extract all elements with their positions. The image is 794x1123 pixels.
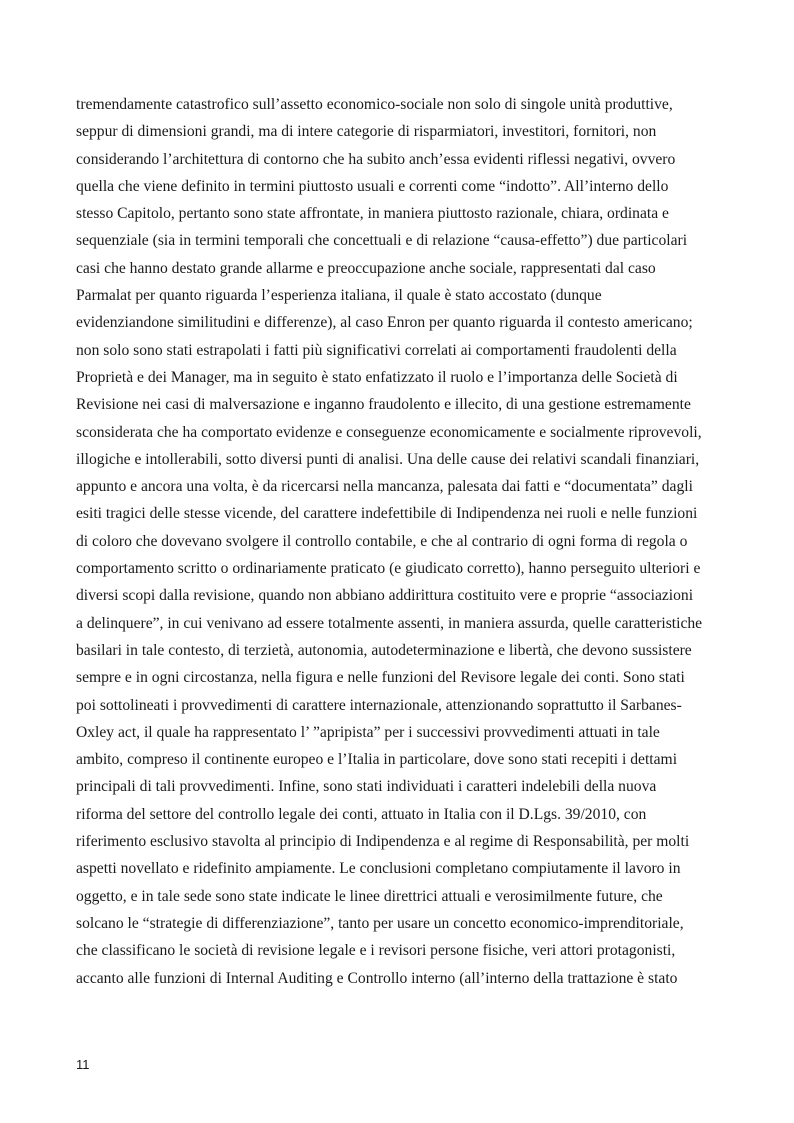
text-line: Proprietà e dei Manager, ma in seguito è stato enfatizzato il ruolo e l’importanza delle Società di: [76, 368, 678, 386]
text-line: di coloro che dovevano svolgere il controllo contabile, e che al contrario di ogni forma di regola o: [76, 532, 688, 550]
text-line: oggetto, e in tale sede sono state indicate le linee direttrici attuali e verosimilmente future, che: [76, 887, 663, 905]
body-paragraph: [76, 91, 719, 992]
page-number: 11: [76, 1057, 90, 1072]
text-line: diversi scopi dalla revisione, quando non abbiano addirittura costituito vere e proprie “associazioni: [76, 587, 694, 605]
text-line: che classificano le società di revisione legale e i revisori persone fisiche, veri attori protagonisti,: [76, 942, 676, 960]
text-line: stesso Capitolo, pertanto sono state affrontate, in maniera piuttosto razionale, chiara, ordinata e: [76, 205, 669, 223]
text-line: non solo sono stati estrapolati i fatti più significativi correlati ai comportamenti fraudolenti della: [76, 341, 677, 359]
text-line: appunto e ancora una volta, è da ricercarsi nella mancanza, palesata dai fatti e “documentata” dagli: [76, 478, 693, 496]
text-line: comportamento scritto o ordinariamente praticato (e giudicato corretto), hanno perseguito ulteriori e: [76, 560, 701, 578]
text-line: accanto alle funzioni di Internal Auditing e Controllo interno (all’interno della trattazione è stato: [76, 969, 678, 987]
text-line: sempre e in ogni circostanza, nella figura e nelle funzioni del Revisore legale dei conti. Sono stati: [76, 669, 685, 687]
text-line: basilari in tale contesto, di terzietà, autonomia, autodeterminazione e libertà, che devono sussistere: [76, 641, 692, 659]
text-line: Oxley act, il quale ha rappresentato l’ ”apripista” per i successivi provvedimenti attuati in tale: [76, 723, 660, 741]
text-line: sconsiderata che ha comportato evidenze e conseguenze economicamente e socialmente riprovevoli,: [76, 423, 702, 441]
text-line: aspetti novellato e ridefinito ampiamente. Le conclusioni completano compiutamente il lavoro in: [76, 860, 681, 878]
text-line: ambito, compreso il continente europeo e l’Italia in particolare, dove sono stati recepiti i dettami: [76, 751, 678, 769]
text-line: solcano le “strategie di differenziazione”, tanto per usare un concetto economico-imprenditoriale,: [76, 914, 684, 932]
text-line: Parmalat per quanto riguarda l’esperienza italiana, il quale è stato accostato (dunque: [76, 287, 602, 305]
text-line: casi che hanno destato grande allarme e preoccupazione anche sociale, rappresentati dal caso: [76, 259, 656, 277]
text-line: tremendamente catastrofico sull’assetto economico-sociale non solo di singole unità produttive,: [76, 96, 673, 113]
text-line: riferimento esclusivo stavolta al principio di Indipendenza e al regime di Responsabilità, per molti: [76, 833, 690, 851]
text-line: seppur di dimensioni grandi, ma di intere categorie di risparmiatori, investitori, fornitori, non: [76, 123, 657, 141]
text-line: Revisione nei casi di malversazione e inganno fraudolento e illecito, di una gestione estremamente: [76, 396, 691, 414]
text-line: sequenziale (sia in termini temporali che concettuali e di relazione “causa-effetto”) due particolari: [76, 232, 688, 250]
text-line: illogiche e intollerabili, sotto diversi punti di analisi. Una delle cause dei relativi scandali finanziari,: [76, 450, 700, 468]
text-line: poi sottolineati i provvedimenti di carattere internazionale, attenzionando soprattutto il Sarbanes-: [76, 696, 682, 714]
text-line: esiti tragici delle stesse vicende, del carattere indefettibile di Indipendenza nei ruoli e nelle funzioni: [76, 505, 698, 523]
text-line: riforma del settore del controllo legale dei conti, attuato in Italia con il D.Lgs. 39/2010, con: [76, 805, 647, 823]
text-line: quella che viene definito in termini piuttosto usuali e correnti come “indotto”. All’interno dello: [76, 177, 669, 195]
text-line: evidenziandone similitudini e differenze), al caso Enron per quanto riguarda il contesto americano;: [76, 314, 693, 332]
text-line: a delinquere”, in cui venivano ad essere totalmente assenti, in maniera assurda, quelle caratteristiche: [76, 614, 703, 632]
text-line: principali di tali provvedimenti. Infine, sono stati individuati i caratteri indelebili della nuova: [76, 778, 657, 796]
text-line: considerando l’architettura di contorno che ha subito anch’essa evidenti riflessi negativi, ovvero: [76, 150, 676, 168]
